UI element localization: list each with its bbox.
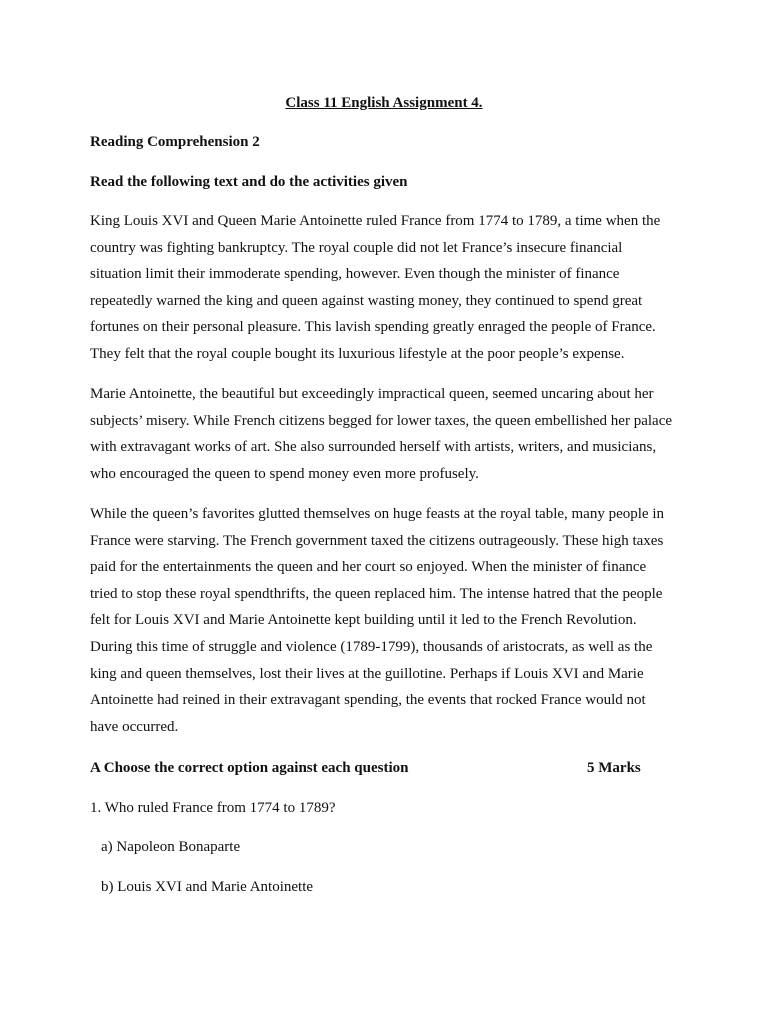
- question-1: 1. Who ruled France from 1774 to 1789?: [90, 800, 336, 816]
- paragraph-line: felt for Louis XVI and Marie Antoinette kept building until it led to the French Revolution.: [90, 612, 637, 629]
- section-a-header: [90, 758, 650, 778]
- paragraph-2: [90, 381, 690, 487]
- paragraph-line: King Louis XVI and Queen Marie Antoinette ruled France from 1774 to 1789, a time when the: [90, 213, 661, 229]
- paragraph-line: subjects’ misery. While French citizens begged for lower taxes, the queen embellished her palace: [90, 412, 673, 429]
- paragraph-line: have occurred.: [90, 718, 179, 735]
- question-1-option-b: b) Louis XVI and Marie Antoinette: [101, 879, 314, 895]
- question-1-option-a: a) Napoleon Bonaparte: [101, 839, 241, 855]
- assignment-title: Class 11 English Assignment 4.: [285, 95, 483, 111]
- section-a-heading: A Choose the correct option against each question: [90, 760, 409, 776]
- paragraph-line: Marie Antoinette, the beautiful but exceedingly impractical queen, seemed uncaring about her: [90, 386, 654, 402]
- paragraph-line: Antoinette had reined in their extravagant spending, the events that rocked France would not: [90, 692, 646, 709]
- paragraph-line: paid for the entertainments the queen and her court so enjoyed. When the minister of finance: [90, 559, 647, 576]
- section-a-marks: 5 Marks: [587, 760, 641, 776]
- paragraph-3: [90, 501, 690, 740]
- reading-comprehension-heading: Reading Comprehension 2: [90, 134, 260, 150]
- paragraph-line: situation limit their immoderate spending, however. Even though the minister of finance: [90, 266, 620, 283]
- paragraph-line: While the queen’s favorites glutted themselves on huge feasts at the royal table, many people in: [90, 506, 664, 522]
- paragraph-line: fortunes on their personal pleasure. This lavish spending greatly enraged the people of France.: [90, 319, 656, 336]
- paragraph-line: repeatedly warned the king and queen against wasting money, they continued to spend great: [90, 292, 643, 309]
- paragraph-line: During this time of struggle and violence (1789-1799), thousands of aristocrats, as well as the: [90, 638, 653, 655]
- instruction-heading: Read the following text and do the activities given: [90, 174, 408, 190]
- paragraph-line: tried to stop these royal spendthrifts, the queen replaced him. The intense hatred that the people: [90, 585, 663, 602]
- paragraph-1: [90, 208, 690, 368]
- paragraph-line: They felt that the royal couple bought its luxurious lifestyle at the poor people’s expense.: [90, 345, 625, 362]
- paragraph-line: king and queen themselves, lost their lives at the guillotine. Perhaps if Louis XVI and Marie: [90, 665, 644, 682]
- paragraph-line: country was fighting bankruptcy. The royal couple did not let France’s insecure financial: [90, 239, 623, 256]
- paragraph-line: who encouraged the queen to spend money even more profusely.: [90, 465, 479, 482]
- paragraph-line: with extravagant works of art. She also surrounded herself with artists, writers, and musicians,: [90, 439, 657, 456]
- paragraph-line: France were starving. The French government taxed the citizens outrageously. These high taxes: [90, 532, 664, 549]
